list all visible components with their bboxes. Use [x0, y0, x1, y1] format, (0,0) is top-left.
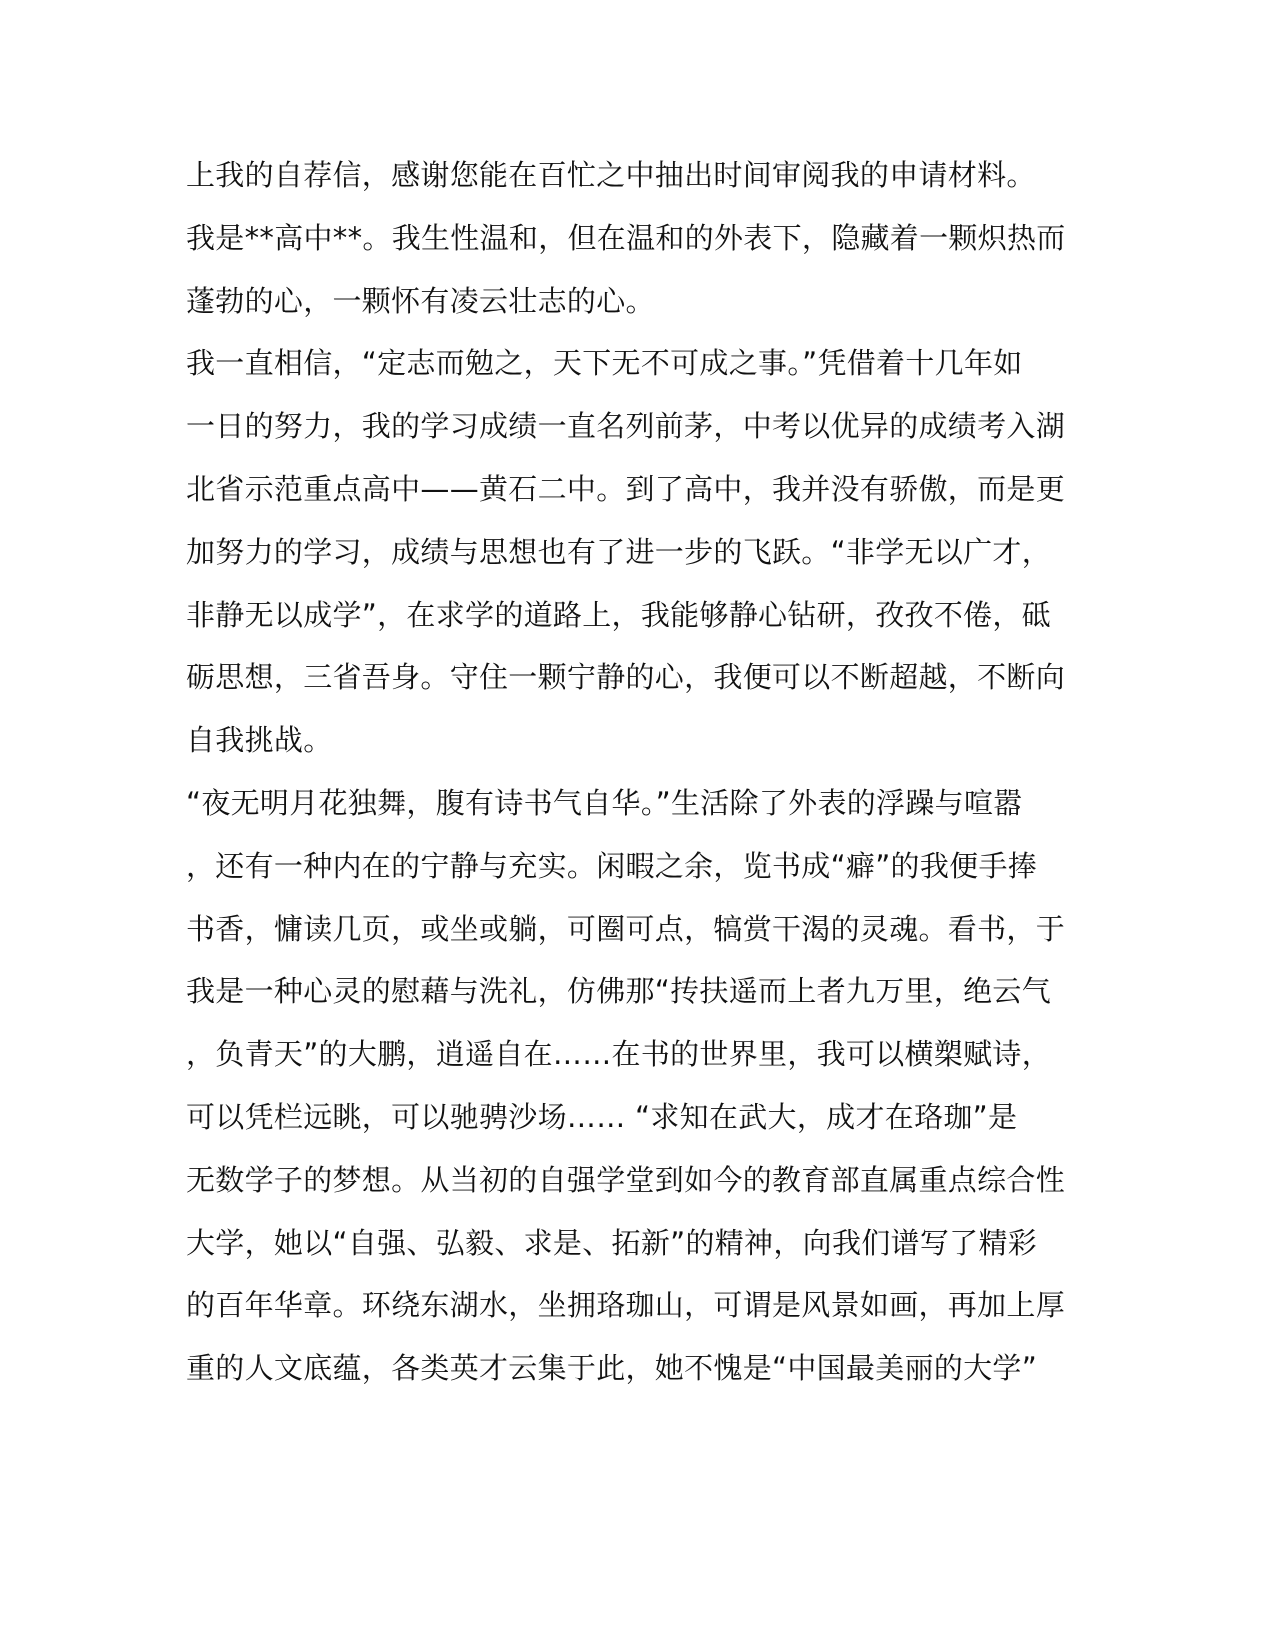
letter-body: [186, 152, 1086, 1408]
text-line: 上我的自荐信，感谢您能在百忙之中抽出时间审阅我的申请材料。: [186, 158, 1036, 192]
text-line: 非静无以成学”，在求学的道路上，我能够静心钻研，孜孜不倦，砥: [186, 597, 1052, 632]
text-line: 大学，她以“自强、弘毅、求是、拓新”的精神，向我们谱写了精彩: [186, 1225, 1038, 1260]
text-line: 一日的努力，我的学习成绩一直名列前茅，中考以优异的成绩考入湖: [186, 409, 1066, 444]
text-line: 我一直相信，“定志而勉之，天下无不可成之事。”凭借着十几年如: [186, 346, 1023, 381]
text-line: 自我挑战。: [186, 723, 333, 758]
text-line: 我是一种心灵的慰藉与洗礼，仿佛那“抟扶遥而上者九万里，绝云气: [186, 974, 1052, 1009]
text-line: 蓬勃的心，一颗怀有凌云壮志的心。: [186, 283, 655, 318]
text-line: ，还有一种内在的宁静与充实。闲暇之余，览书成“癖”的我便手捧: [186, 848, 1038, 883]
text-line: 可以凭栏远眺，可以驰骋沙场…… “求知在武大，成才在珞珈”是: [186, 1099, 1018, 1134]
text-line: “夜无明月花独舞，腹有诗书气自华。”生活除了外表的浮躁与喧嚣: [186, 785, 1023, 820]
text-line: 砺思想，三省吾身。守住一颗宁静的心，我便可以不断超越，不断向: [186, 660, 1066, 695]
text-line: 我是**高中**。我生性温和，但在温和的外表下，隐藏着一颗炽热而: [186, 220, 1066, 255]
text-line: 的百年华章。环绕东湖水，坐拥珞珈山，可谓是风景如画，再加上厚: [186, 1288, 1066, 1323]
text-line: 北省示范重点高中——黄石二中。到了高中，我并没有骄傲，而是更: [186, 471, 1066, 506]
text-line: ，负青天”的大鹏，逍遥自在……在书的世界里，我可以横槊赋诗，: [186, 1037, 1052, 1072]
text-line: 无数学子的梦想。从当初的自强学堂到如今的教育部直属重点综合性: [186, 1162, 1066, 1197]
text-line: 书香，慵读几页，或坐或躺，可圈可点，犒赏干渴的灵魂。看书，于: [186, 911, 1066, 946]
text-line: 重的人文底蕴，各类英才云集于此，她不愧是“中国最美丽的大学”: [186, 1351, 1038, 1386]
text-line: 加努力的学习，成绩与思想也有了进一步的飞跃。“非学无以广才，: [186, 534, 1052, 569]
